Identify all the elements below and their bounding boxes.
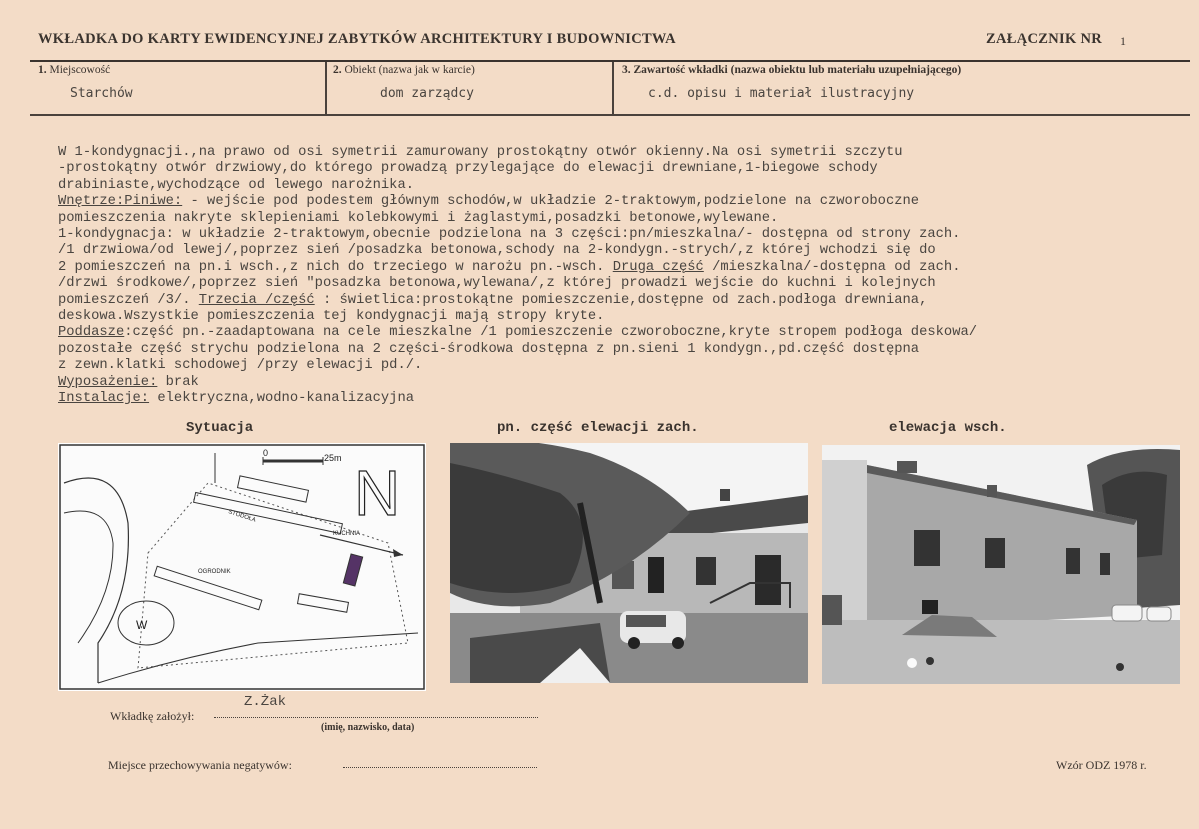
text-line: z zewn.klatki schodowej /przy elewacji pd./. xyxy=(58,358,423,374)
field-2-label xyxy=(333,64,475,76)
field-2-number: 2. xyxy=(333,64,342,76)
text-line: /mieszkalna/-dostępna od zach. xyxy=(703,259,961,275)
signature-hint: (imię, nazwisko, data) xyxy=(321,722,415,733)
attachment-number: 1 xyxy=(1120,34,1126,48)
description-text xyxy=(58,145,1198,408)
field-3-label-text: Zawartość wkładki (nazwa obiektu lub materiału uzupełniającego) xyxy=(633,64,962,76)
scale-start: 0 xyxy=(263,448,269,458)
photo-west-image xyxy=(450,443,808,683)
site-plan-map xyxy=(58,443,426,691)
form-template-note: Wzór ODZ 1978 r. xyxy=(1056,758,1147,772)
map-label-stodola: STODOŁA xyxy=(227,509,257,524)
text-line: elektryczna,wodno-kanalizacyjna xyxy=(149,391,415,407)
map-label-w: W xyxy=(136,618,148,632)
scale-end: 25m xyxy=(324,453,342,463)
attachment-label: ZAŁĄCZNIK NR xyxy=(986,31,1102,47)
text-line: pomieszczeń /3/. xyxy=(58,292,199,308)
text-line: -prostokątny otwór drzwiowy,do którego prowadzą przylegające do elewacji drewniane,1-biegowe schody xyxy=(58,161,878,177)
field-1-label-text: Miejscowość xyxy=(49,64,111,76)
text-line: /drzwi środkowe/,poprzez sień "posadzka betonowa,wylewana/,z której prowadzi wejście do kuchni i kolejnych xyxy=(58,276,936,292)
field-divider xyxy=(325,62,327,114)
field-1-number: 1. xyxy=(38,64,47,76)
negatives-location-label: Miejsce przechowywania negatywów: xyxy=(108,758,292,772)
photo-west-elevation xyxy=(450,443,808,683)
fields-rule xyxy=(30,114,1190,116)
caption-site-plan: Sytuacja xyxy=(186,420,254,436)
text-line: /1 drzwiowa/od lewej/,poprzez sień /posadzka betonowa,schody na 2-kondygn.-strych/,z której wchodzi się do xyxy=(58,243,936,259)
section-heading-interior: Wnętrze:Piniwe: xyxy=(58,194,183,210)
signature-label: Wkładkę założył: xyxy=(110,709,195,723)
map-label-ogrodnik: OGRODNIK xyxy=(198,569,231,575)
text-line: : świetlica:prostokątne pomieszczenie,dostępne od zach.podłoga drewniana, xyxy=(314,292,928,308)
section-heading-installations: Instalacje: xyxy=(58,391,150,407)
text-line: deskowa.Wszystkie pomieszczenia tej kondygnacji mają stropy kryte. xyxy=(58,309,605,325)
text-line: - wejście pod podestem głównym schodów,w układzie 2-traktowym,podzielone na czworoboczne xyxy=(182,194,920,210)
field-2-label-text: Obiekt (nazwa jak w karcie) xyxy=(344,64,475,76)
negatives-location-line xyxy=(343,767,537,768)
caption-photo-east: elewacja wsch. xyxy=(889,420,1007,436)
text-line: brak xyxy=(157,374,199,390)
field-3-label xyxy=(622,64,961,76)
photo-east-image xyxy=(822,445,1180,684)
photo-east-elevation xyxy=(822,445,1180,684)
text-line: W 1-kondygnacji.,na prawo od osi symetrii zamurowany prostokątny otwór okienny.Na osi symetrii szczytu xyxy=(58,145,903,160)
section-heading-attic: Poddasze xyxy=(58,325,125,341)
header-rule xyxy=(30,60,1190,62)
text-line: drabiniaste,wychodzące od lewego narożnika. xyxy=(58,177,415,193)
field-1-value: Starchów xyxy=(70,86,133,101)
signature-value: Z.Żak xyxy=(244,694,287,710)
field-3-number: 3. xyxy=(622,64,631,76)
site-plan-drawing xyxy=(58,443,426,691)
map-label-kuchnia: KUCHNIA xyxy=(333,531,361,537)
caption-photo-west: pn. część elewacji zach. xyxy=(497,420,699,436)
signature-line xyxy=(214,717,538,718)
field-2-value: dom zarządcy xyxy=(380,86,474,101)
text-line: 1-kondygnacja: w układzie 2-traktowym,obecnie podzielona na 3 części:pn/mieszkalna/- dostępna od strony zach. xyxy=(58,227,961,243)
field-3-value: c.d. opisu i materiał ilustracyjny xyxy=(648,86,915,101)
field-divider xyxy=(612,62,614,114)
field-1-label xyxy=(38,64,110,76)
north-arrow-icon: N xyxy=(354,457,401,529)
text-line: :część pn.-zaadaptowana na cele mieszkalne /1 pomieszczenie czworoboczne,kryte stropem podłoga deskowa/ xyxy=(124,325,978,341)
section-heading-equipment: Wyposażenie: xyxy=(58,374,158,390)
section-heading-third-part: Trzecia /część xyxy=(198,292,315,308)
section-heading-second-part: Druga część xyxy=(612,259,704,275)
text-line: pomieszczenia nakryte sklepieniami kolebkowymi i żaglastymi,posadzki betonowe,wylewane. xyxy=(58,210,779,226)
document-title: WKŁADKA DO KARTY EWIDENCYJNEJ ZABYTKÓW ARCHITEKTURY I BUDOWNICTWA xyxy=(38,31,676,47)
text-line: pozostałe część strychu podzielona na 2 części-środkowa dostępna z pn.sieni 1 kondygn.,pd.część dostępna xyxy=(58,341,920,357)
text-line: 2 pomieszczeń na pn.i wsch.,z nich do trzeciego w narożu pn.-wsch. xyxy=(58,259,613,275)
